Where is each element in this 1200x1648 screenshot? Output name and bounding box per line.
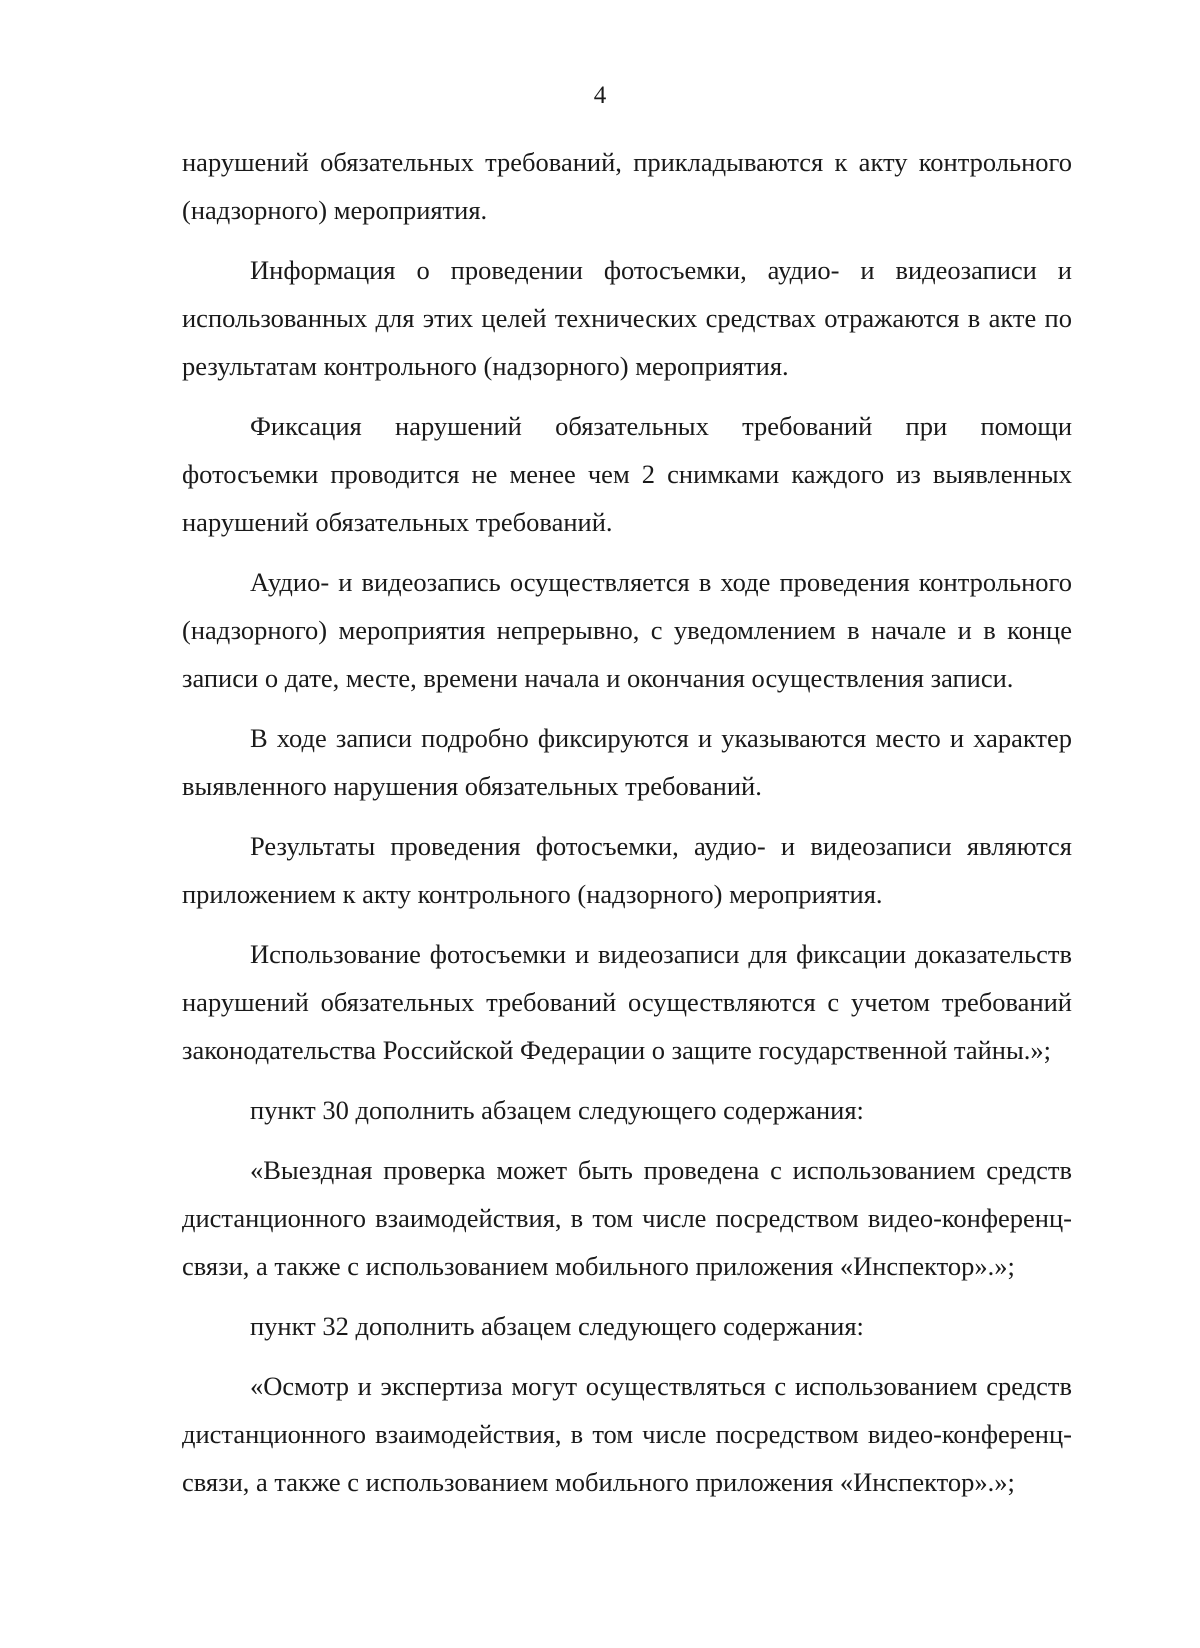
paragraph-recording-details: В ходе записи подробно фиксируются и указываются место и характер выявленного нарушения обязательных требований. [182,723,1072,801]
paragraph-point-32: пункт 32 дополнить абзацем следующего содержания: [250,1311,864,1341]
paragraph-examination: «Осмотр и экспертиза могут осуществляться с использованием средств дистанционного взаимодействия, в том числе посредством видео-конференц-связи, а также с использованием мобильного приложения «Инспектор».»; [182,1371,1072,1497]
paragraph-onsite-inspection: «Выездная проверка может быть проведена с использованием средств дистанционного взаимодействия, в том числе посредством видео-конференц-связи, а также с использованием мобильного приложения «Инспектор».»; [182,1155,1072,1281]
paragraph-fixation: Фиксация нарушений обязательных требований при помощи фотосъемки проводится не менее чем 2 снимками каждого из выявленных нарушений обязательных требований. [182,411,1072,537]
paragraph-usage: Использование фотосъемки и видеозаписи для фиксации доказательств нарушений обязательных требований осуществляются с учетом требований законодательства Российской Федерации о защите государственной тайны.»; [182,939,1072,1065]
paragraph-point-30: пункт 30 дополнить абзацем следующего содержания: [250,1095,864,1125]
paragraph-continuation: нарушений обязательных требований, прикладываются к акту контрольного (надзорного) мероприятия. [182,147,1072,225]
page-number: 4 [593,82,607,109]
paragraph-audio-video: Аудио- и видеозапись осуществляется в ходе проведения контрольного (надзорного) мероприятия непрерывно, с уведомлением в начале и в конце записи о дате, месте, времени начала и окончания осуществления записи. [182,567,1072,693]
paragraph-results: Результаты проведения фотосъемки, аудио- и видеозаписи являются приложением к акту контрольного (надзорного) мероприятия. [182,831,1072,909]
document-body [182,138,1072,1506]
paragraph-information: Информация о проведении фотосъемки, аудио- и видеозаписи и использованных для этих целей технических средствах отражаются в акте по результатам контрольного (надзорного) мероприятия. [182,255,1072,381]
